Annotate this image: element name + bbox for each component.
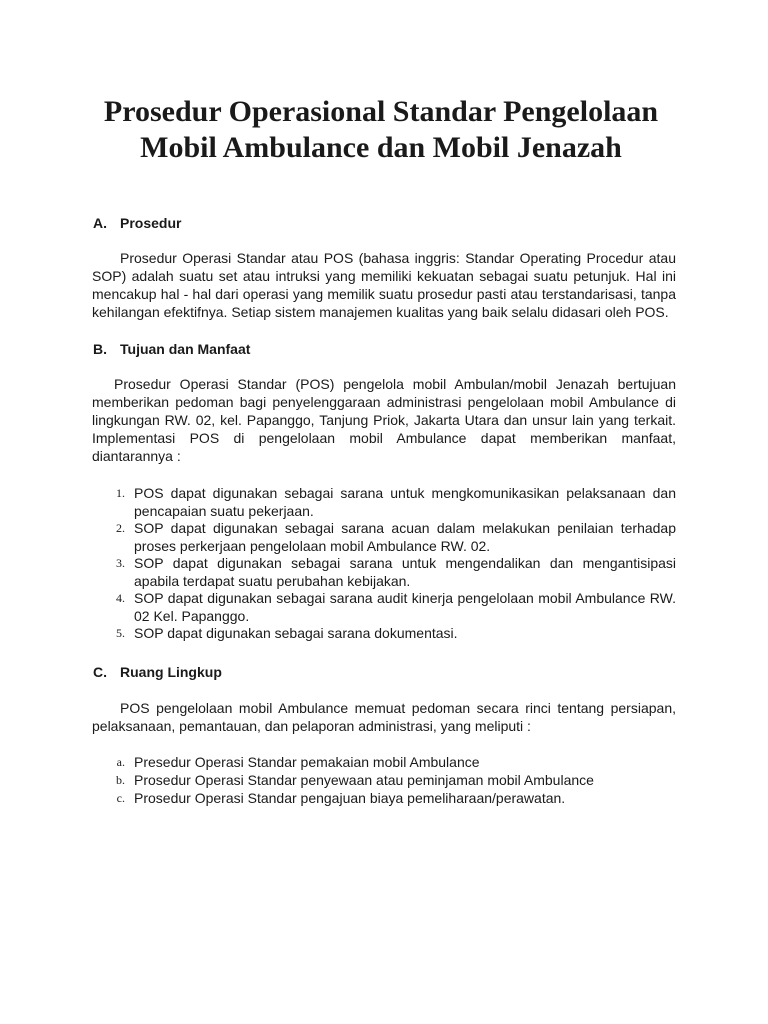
section-c-letter: C. — [93, 663, 107, 680]
list-item-letter: a. — [116, 754, 125, 769]
list-item-letter: c. — [116, 790, 125, 805]
benefits-list — [92, 485, 676, 643]
section-b-heading — [92, 340, 676, 358]
list-item — [92, 625, 676, 643]
section-a-letter: A. — [93, 215, 107, 231]
section-b-letter: B. — [93, 341, 107, 357]
list-item — [92, 789, 676, 807]
list-item-text: Prosedur Operasi Standar pengajuan biaya pemeliharaan/perawatan. — [134, 789, 566, 806]
section-c-title: Ruang Lingkup — [120, 663, 222, 680]
section-b-title: Tujuan dan Manfaat — [120, 341, 251, 357]
list-item — [92, 771, 676, 789]
scope-list — [92, 753, 676, 807]
section-c-paragraph: POS pengelolaan mobil Ambulance memuat pedoman secara rinci tentang persiapan, pelaksanaan, pemantauan, dan pelaporan administrasi, yang meliputi : — [92, 699, 676, 734]
list-item-number: 2. — [116, 521, 125, 535]
list-item — [92, 753, 676, 771]
list-item — [92, 590, 676, 625]
document-title — [86, 94, 676, 166]
document-title-line-2: Mobil Ambulance dan Mobil Jenazah — [140, 131, 622, 164]
section-c-heading — [92, 663, 676, 681]
list-item-text: Presedur Operasi Standar pemakaian mobil Ambulance — [134, 753, 480, 770]
list-item-letter: b. — [116, 772, 125, 787]
list-item-number: 4. — [116, 591, 125, 605]
list-item-text: POS dapat digunakan sebagai sarana untuk mengkomunikasikan pelaksanaan dan pencapaian suatu pekerjaan. — [134, 485, 676, 519]
list-item — [92, 555, 676, 590]
list-item-number: 5. — [116, 626, 125, 640]
section-a-heading — [92, 214, 676, 232]
document-title-line-1: Prosedur Operasional Standar Pengelolaan — [103, 95, 659, 128]
list-item-text: SOP dapat digunakan sebagai sarana acuan dalam melakukan penilaian terhadap proses perkerjaan pengelolaan mobil Ambulance RW. 02. — [134, 520, 676, 554]
list-item-number: 3. — [116, 556, 125, 570]
section-a-title: Prosedur — [120, 215, 182, 231]
list-item — [92, 520, 676, 555]
list-item-text: SOP dapat digunakan sebagai sarana dokumentasi. — [134, 625, 458, 641]
section-a-paragraph: Prosedur Operasi Standar atau POS (bahasa inggris: Standar Operating Procedur atau SOP) adalah suatu set atau intruksi yang memiliki kekuatan sebagai suatu petunjuk. Hal ini mencakup hal - hal dari operasi yang memilik suatu prosedur pasti atau terstandarisasi, tanpa kehilangan efektifnya. Setiap sistem manajemen kualitas yang baik selalu didasari oleh POS. — [92, 250, 676, 320]
list-item-text: SOP dapat digunakan sebagai sarana audit kinerja pengelolaan mobil Ambulance RW. 02 Kel. Papanggo. — [134, 590, 676, 624]
list-item-number: 1. — [116, 486, 125, 500]
list-item-text: SOP dapat digunakan sebagai sarana untuk mengendalikan dan mengantisipasi apabila terdapat suatu perubahan kebijakan. — [134, 555, 676, 589]
section-b-paragraph: Prosedur Operasi Standar (POS) pengelola mobil Ambulan/mobil Jenazah bertujuan memberikan pedoman bagi penyelenggaraan administrasi pengelolaan mobil Ambulance di lingkungan RW. 02, kel. Papanggo, Tanjung Priok, Jakarta Utara dan unsur lain yang terkait. Implementasi POS di pengelolaan mobil Ambulance dapat memberikan manfaat, diantarannya : — [92, 376, 676, 464]
list-item — [92, 485, 676, 520]
list-item-text: Prosedur Operasi Standar penyewaan atau peminjaman mobil Ambulance — [134, 771, 594, 788]
